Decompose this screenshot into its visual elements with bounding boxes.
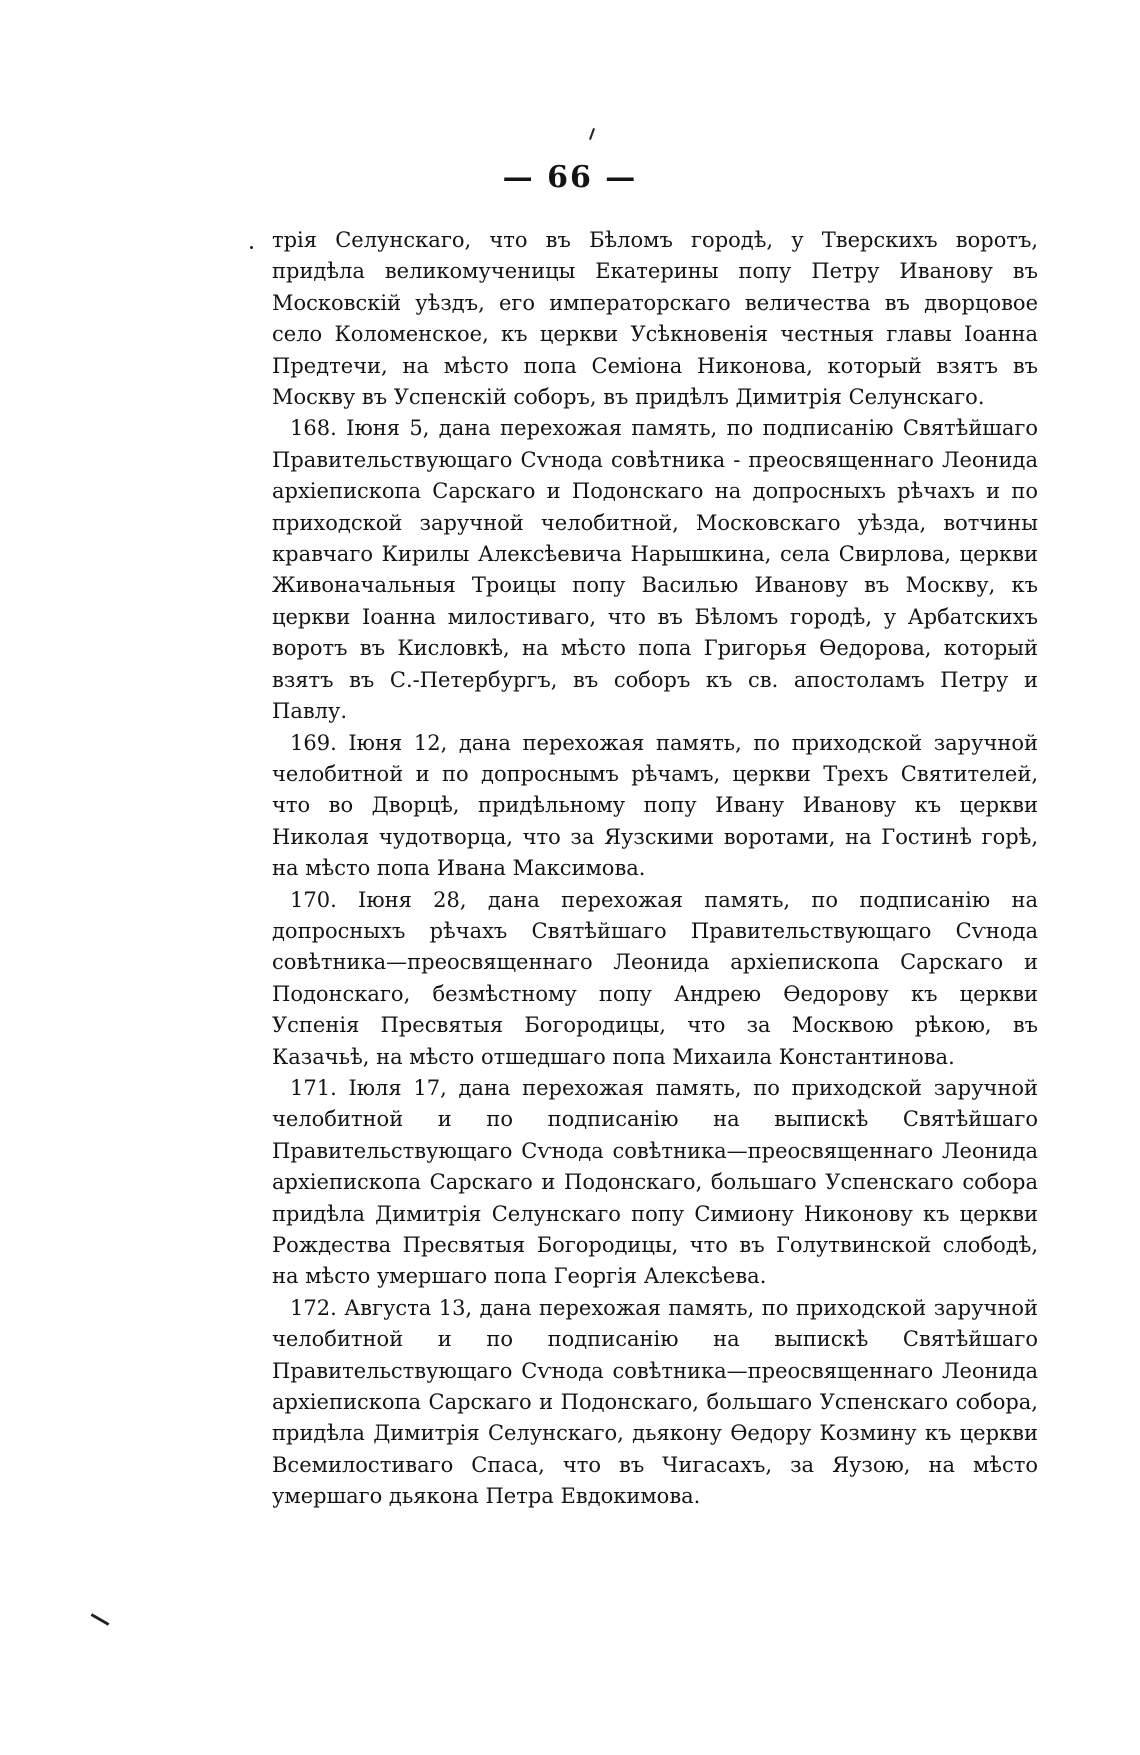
- entry-168: 168. Іюня 5, дана перехожая память, по подписанію Святѣйшаго Правительствующаго Сѵнода совѣтника - преосвященнаго Леонида архіепископа Сарскаго и Подонскаго на допросныхъ рѣчахъ и по приходской заручной челобитной, Московскаго уѣзда, вотчины кравчаго Кирилы Алексѣевича Нарышкина, села Свирлова, церкви Живоначальныя Троицы попу Василью Иванову въ Москву, къ церкви Іоанна милостиваго, что въ Бѣломъ городѣ, у Арбатскихъ воротъ въ Кисловкѣ, на мѣсто попа Григорья Ѳедорова, который взятъ въ С.-Петербургъ, въ соборъ къ св. апостоламъ Петру и Павлу.: [272, 416, 1038, 724]
- entry-169: 169. Іюня 12, дана перехожая память, по приходской заручной челобитной и по допроснымъ рѣчамъ, церкви Трехъ Святителей, что во Дворцѣ, придѣльному попу Ивану Иванову къ церкви Николая чудотворца, что за Яузскими воротами, на Гостинѣ горѣ, на мѣсто попа Ивана Максимова.: [272, 730, 1038, 881]
- scan-speck: [250, 246, 253, 249]
- scan-speck: [589, 128, 595, 140]
- page-number: — 66 —: [502, 160, 638, 195]
- body-text: [272, 225, 1038, 1513]
- entry-170: 170. Іюня 28, дана перехожая память, по подписанію на допросныхъ рѣчахъ Святѣйшаго Правительствующаго Сѵнода совѣтника—преосвященнаго Леонида архіепископа Сарскаго и Подонскаго, безмѣстному попу Андрею Ѳедорову къ церкви Успенія Пресвятыя Богородицы, что за Москвою рѣкою, въ Казачьѣ, на мѣсто отшедшаго попа Михаила Константинова.: [272, 887, 1038, 1069]
- scan-speck: [91, 1613, 110, 1626]
- entry-172: 172. Августа 13, дана перехожая память, по приходской заручной челобитной и по подписанію на выпискѣ Святѣйшаго Правительствующаго Сѵнода совѣтника—преосвященнаго Леонида архіепископа Сарскаго и Подонскаго, большаго Успенскаго собора, придѣла Димитрія Селунскаго, дьякону Ѳедору Козмину къ церкви Всемилостиваго Спаса, что въ Чигасахъ, за Яузою, на мѣсто умершаго дьякона Петра Евдокимова.: [272, 1295, 1038, 1509]
- paragraph-continuation: трія Селунскаго, что въ Бѣломъ городѣ, у Тверскихъ воротъ, придѣла великомученицы Екатерины попу Петру Иванову въ Московскій уѣздъ, его императорскаго величества въ дворцовое село Коломенское, къ церкви Усѣкновенія честныя главы Іоанна Предтечи, на мѣсто попа Семіона Никонова, который взятъ въ Москву въ Успенскій соборъ, въ придѣлъ Димитрія Селунскаго.: [272, 228, 1038, 410]
- entry-171: 171. Іюля 17, дана перехожая память, по приходской заручной челобитной и по подписанію на выпискѣ Святѣйшаго Правительствующаго Сѵнода совѣтника—преосвященнаго Леонида архіепископа Сарскаго и Подонскаго, большаго Успенскаго собора придѣла Димитрія Селунскаго попу Симиону Никонову къ церкви Рождества Пресвятыя Богородицы, что въ Голутвинской слободѣ, на мѣсто умершаго попа Георгія Алексѣева.: [272, 1075, 1038, 1289]
